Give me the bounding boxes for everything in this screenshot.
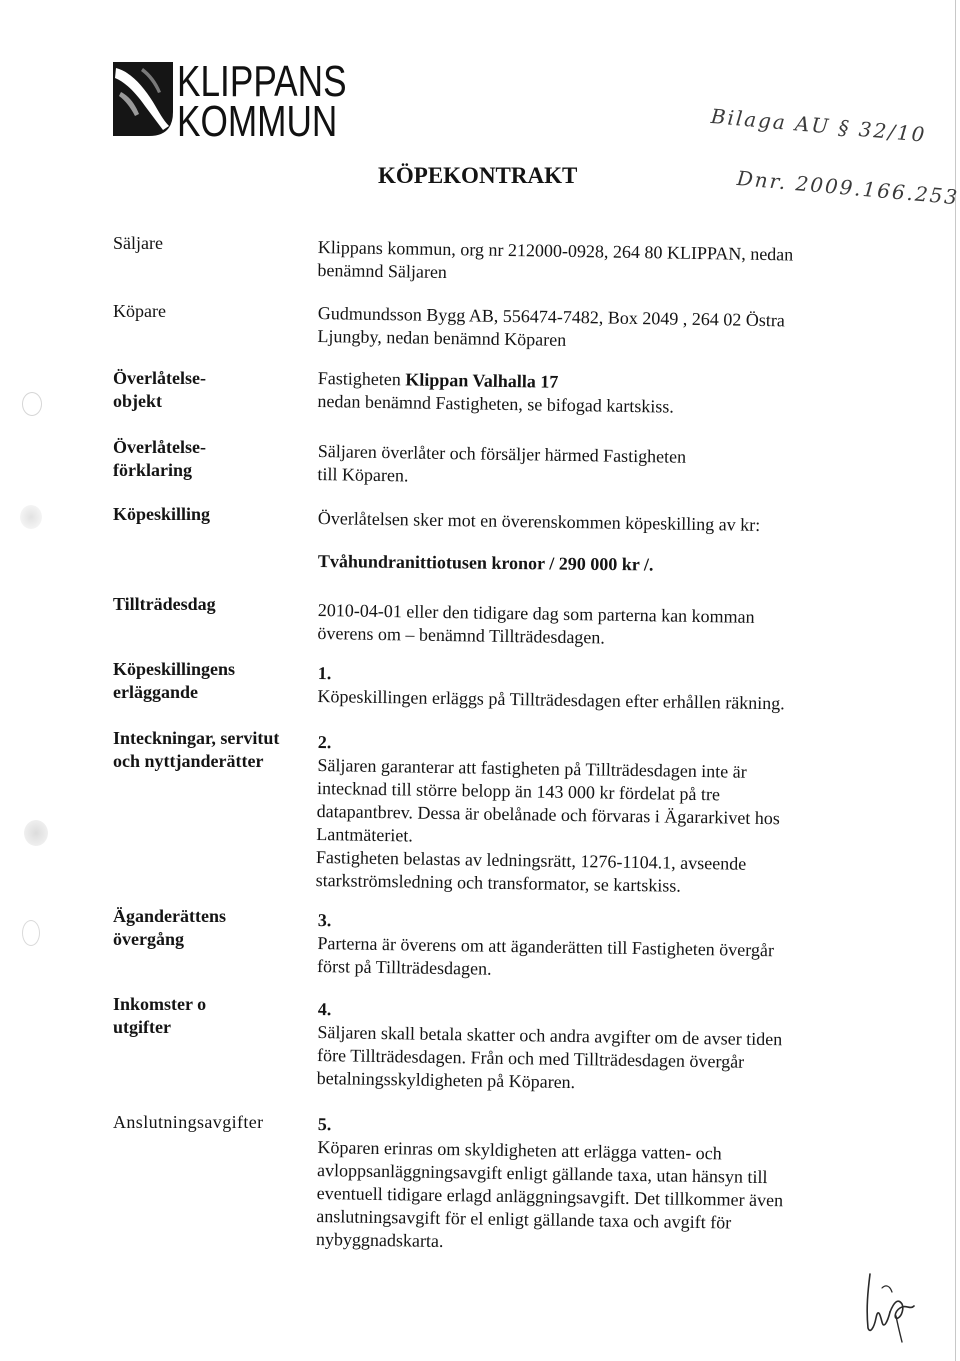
- mortgages-text: [315, 731, 781, 899]
- connection-line: anslutningsavgift för el enligt gällande taxa och avgift för: [316, 1205, 732, 1233]
- label-line: utgifter: [113, 1017, 171, 1037]
- handwritten-initials-signature: [852, 1268, 936, 1346]
- logo-text-line2: KOMMUN: [177, 97, 338, 146]
- access-date-line: överens om – benämnd Tillträdesdagen.: [317, 622, 606, 648]
- label-line: objekt: [113, 391, 162, 411]
- transfer-object-line: nedan benämnd Fastigheten, se bifogad kartskiss.: [317, 390, 675, 417]
- label-mortgages-easements: [113, 727, 279, 773]
- label-seller: Säljare: [113, 233, 163, 253]
- declaration-line: till Köparen.: [317, 463, 409, 486]
- punch-hole-mark: [22, 920, 40, 946]
- label-line: förklaring: [113, 460, 192, 480]
- seller-line: benämnd Säljaren: [317, 259, 448, 283]
- punch-hole-mark: [24, 820, 48, 846]
- ownership-transfer-text: [317, 909, 775, 985]
- label-income-expenses: [113, 993, 206, 1039]
- income-expenses-text: [317, 998, 783, 1097]
- label-transfer-object: [113, 367, 206, 413]
- handwritten-registration-number: Dnr. 2009.166.253: [735, 166, 960, 210]
- municipality-emblem-icon: [113, 62, 173, 136]
- label-line: Överlåtelse-: [113, 368, 206, 388]
- label-line: Inkomster o: [113, 994, 207, 1014]
- purchase-price-line: Överlåtelsen sker mot en överenskommen köpeskilling av kr:: [317, 507, 761, 535]
- logo-text-line1: KLIPPANS: [177, 57, 347, 106]
- mortgages-line: Fastigheten belastas av ledningsrätt, 1276-1104.1, avseende: [315, 846, 747, 874]
- purchase-price-text: [318, 507, 761, 537]
- mortgages-line: Säljaren garanterar att fastigheten på Tillträdesdagen inte är: [317, 754, 747, 782]
- income-line: betalningsskyldigheten på Köparen.: [316, 1067, 576, 1093]
- connection-fees-text: [316, 1113, 784, 1258]
- income-line: Säljaren skall betala skatter och andra avgifter om de avser tiden: [317, 1021, 783, 1050]
- connection-line: Köparen erinras om skyldigheten att erlägga vatten- och: [317, 1136, 722, 1164]
- mortgages-line: datapantbrev. Dessa är obelånade och förvaras i Ägararkivet hos: [316, 800, 780, 829]
- label-connection-fees: Anslutningsavgifter: [113, 1112, 264, 1132]
- label-line: Överlåtelse-: [113, 437, 206, 457]
- ownership-line: först på Tillträdesdagen.: [316, 955, 492, 979]
- label-payment: [113, 658, 235, 704]
- label-line: Äganderättens: [113, 906, 226, 926]
- handwritten-bilaga-note: Bilaga AU § 32/10: [709, 104, 928, 147]
- clause-number: 2.: [317, 731, 332, 753]
- label-purchase-price: Köpeskilling: [113, 504, 211, 524]
- clause-number: 3.: [317, 909, 332, 931]
- mortgages-line: Lantmäteriet.: [316, 823, 413, 846]
- payment-text: [317, 662, 785, 715]
- income-line: före Tillträdesdagen. Från och med Tillträdesdagen övergår: [316, 1044, 745, 1072]
- label-line: övergång: [113, 929, 184, 949]
- label-ownership-transfer: [113, 905, 226, 951]
- clause-number: 5.: [317, 1113, 332, 1135]
- seller-text: [317, 236, 793, 289]
- label-access-date: Tillträdesdag: [113, 594, 216, 614]
- label-line: erläggande: [113, 682, 198, 702]
- transfer-object-text: [317, 367, 674, 419]
- seller-line: Klippans kommun, org nr 212000-0928, 264 80 KLIPPAN, nedan: [317, 236, 794, 265]
- buyer-text: [317, 302, 785, 355]
- label-line: Inteckningar, servitut: [113, 728, 280, 748]
- punch-hole-mark: [20, 505, 42, 529]
- label-line: Köpeskillingens: [113, 659, 236, 679]
- buyer-line: Gudmundsson Bygg AB, 556474-7482, Box 2049 , 264 02 Östra: [317, 302, 785, 331]
- buyer-line: Ljungby, nedan benämnd Köparen: [317, 325, 567, 350]
- connection-line: eventuell tidigare erlagd anläggningsavgift. Det tillkommer även: [316, 1182, 784, 1211]
- label-buyer: Köpare: [113, 301, 166, 321]
- connection-line: nybyggnadskarta.: [315, 1228, 444, 1251]
- mortgages-line: intecknad till större belopp än 143 000 kr fördelat på tre: [316, 777, 721, 805]
- purchase-price-amount: Tvåhundranittiotusen kronor / 290 000 kr /.: [317, 550, 654, 575]
- ownership-line: Parterna är överens om att äganderätten till Fastigheten övergår: [317, 932, 775, 961]
- mortgages-line: starkströmsledning och transformator, se kartskiss.: [315, 869, 681, 896]
- payment-line: Köpeskillingen erläggs på Tillträdesdagen efter erhållen räkning.: [317, 685, 785, 714]
- property-designation: Klippan Valhalla 17: [405, 369, 559, 392]
- document-title: KÖPEKONTRAKT: [378, 163, 578, 188]
- declaration-line: Säljaren överlåter och försäljer härmed Fastigheten: [317, 440, 687, 467]
- access-date-text: [317, 599, 755, 652]
- clause-number: 4.: [317, 998, 332, 1020]
- label-transfer-declaration: [113, 436, 206, 482]
- clause-number: 1.: [317, 662, 332, 684]
- punch-hole-mark: [22, 392, 42, 416]
- connection-line: avloppsanläggningsavgift enligt gällande taxa, utan hänsyn till: [316, 1159, 768, 1188]
- label-line: och nyttjanderätter: [113, 751, 264, 771]
- access-date-line: 2010-04-01 eller den tidigare dag som parterna kan komman: [317, 599, 755, 627]
- transfer-declaration-text: [317, 440, 686, 492]
- property-prefix: Fastigheten: [317, 367, 406, 390]
